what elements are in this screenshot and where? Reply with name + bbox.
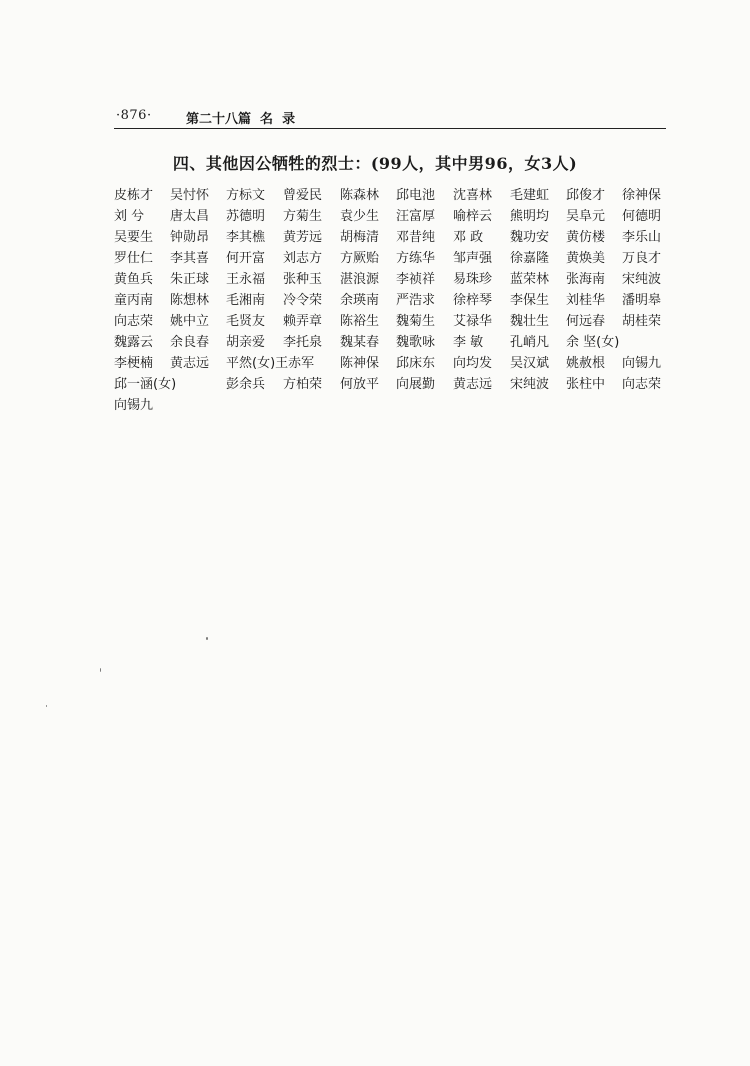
martyr-name: 黄焕美 (566, 251, 606, 266)
martyr-name: 平然(女)王赤军 (226, 356, 315, 371)
martyr-name: 李祯祥 (396, 272, 436, 287)
martyr-name: 魏菊生 (396, 314, 436, 329)
martyr-name: 方练华 (396, 251, 436, 266)
martyr-name: 余良春 (170, 335, 210, 350)
martyr-name: 罗仕仁 (114, 251, 154, 266)
martyr-name: 邱床东 (396, 356, 436, 371)
martyr-name: 向均发 (453, 356, 493, 371)
martyr-name: 严浩求 (396, 293, 436, 308)
martyr-name: 毛建虹 (510, 188, 550, 203)
martyr-name: 易珠珍 (453, 272, 493, 287)
martyr-name: 赖弄章 (283, 314, 323, 329)
martyr-name: 吴阜元 (566, 209, 606, 224)
martyr-name: 徐神保 (622, 188, 662, 203)
martyr-name: 黄芳远 (283, 230, 323, 245)
martyr-name: 蓝荣林 (510, 272, 550, 287)
martyr-name: 徐梓琴 (453, 293, 493, 308)
martyr-name: 李其喜 (170, 251, 210, 266)
martyr-name: 李 敏 (453, 335, 484, 350)
martyr-name: 湛浪源 (340, 272, 380, 287)
martyr-name: 魏歌咏 (396, 335, 436, 350)
name-row (114, 395, 674, 416)
martyr-name: 黄仿楼 (566, 230, 606, 245)
martyr-name: 魏壮生 (510, 314, 550, 329)
martyr-name: 毛湘南 (226, 293, 266, 308)
martyr-name: 吴汉斌 (510, 356, 550, 371)
martyr-name: 彭余兵 (226, 377, 266, 392)
martyr-name: 黄志远 (453, 377, 493, 392)
martyr-name: 潘明皋 (622, 293, 662, 308)
martyr-name: 何开富 (226, 251, 266, 266)
name-row (114, 248, 674, 269)
martyr-name: 陈森林 (340, 188, 380, 203)
martyr-name: 李保生 (510, 293, 550, 308)
martyr-name: 何德明 (622, 209, 662, 224)
martyr-name: 万良才 (622, 251, 662, 266)
martyr-name: 方厥贻 (340, 251, 380, 266)
name-row (114, 353, 674, 374)
martyr-name: 沈喜林 (453, 188, 493, 203)
name-row (114, 227, 674, 248)
martyr-name: 向锡九 (114, 398, 154, 413)
name-row (114, 206, 674, 227)
martyr-name: 李梗楠 (114, 356, 154, 371)
martyr-name: 黄志远 (170, 356, 210, 371)
martyr-name: 朱正球 (170, 272, 210, 287)
martyr-name: 余 坚(女) (566, 335, 620, 350)
running-title: 第二十八篇 名 录 (186, 112, 296, 127)
martyr-name: 邱一涵(女) (114, 377, 177, 392)
martyr-name: 向锡九 (622, 356, 662, 371)
martyr-name: 向展勤 (396, 377, 436, 392)
martyr-name: 余瑛南 (340, 293, 380, 308)
martyr-name: 冷令荣 (283, 293, 323, 308)
martyr-name: 张种玉 (283, 272, 323, 287)
martyr-name: 魏某春 (340, 335, 380, 350)
name-row (114, 374, 674, 395)
martyr-name: 艾禄华 (453, 314, 493, 329)
martyr-name: 何远春 (566, 314, 606, 329)
martyr-name: 陈裕生 (340, 314, 380, 329)
martyr-name: 向志荣 (114, 314, 154, 329)
martyr-name: 何放平 (340, 377, 380, 392)
martyr-name: 胡桂荣 (622, 314, 662, 329)
name-row (114, 269, 674, 290)
martyr-name: 皮栋才 (114, 188, 154, 203)
martyr-name: 邱电池 (396, 188, 436, 203)
scan-speck (206, 637, 208, 640)
martyr-name: 魏功安 (510, 230, 550, 245)
page-header (114, 104, 666, 128)
martyr-name: 张柱中 (566, 377, 606, 392)
martyr-name: 宋纯波 (510, 377, 550, 392)
martyr-name: 姚赦根 (566, 356, 606, 371)
martyr-name: 黄鱼兵 (114, 272, 154, 287)
martyr-name: 曾爱民 (283, 188, 323, 203)
martyr-name: 徐嘉隆 (510, 251, 550, 266)
martyr-name: 孔峭凡 (510, 335, 550, 350)
martyr-name: 刘 兮 (114, 209, 145, 224)
martyr-name: 宋纯波 (622, 272, 662, 287)
page-number: ·876· (116, 108, 152, 123)
martyr-name: 熊明均 (510, 209, 550, 224)
header-rule (114, 128, 666, 129)
name-row (114, 332, 674, 353)
martyr-name: 张海南 (566, 272, 606, 287)
martyr-name: 钟勋昂 (170, 230, 210, 245)
martyr-name: 胡亲爱 (226, 335, 266, 350)
martyr-name: 邓 政 (453, 230, 484, 245)
names-list (114, 185, 674, 416)
martyr-name: 刘桂华 (566, 293, 606, 308)
martyr-name: 毛贤友 (226, 314, 266, 329)
name-row (114, 290, 674, 311)
name-row (114, 185, 674, 206)
martyr-name: 童丙南 (114, 293, 154, 308)
scan-speck (46, 705, 47, 707)
martyr-name: 王永福 (226, 272, 266, 287)
martyr-name: 李托泉 (283, 335, 323, 350)
martyr-name: 胡梅清 (340, 230, 380, 245)
martyr-name: 喻梓云 (453, 209, 493, 224)
martyr-name: 陈想林 (170, 293, 210, 308)
martyr-name: 姚中立 (170, 314, 210, 329)
martyr-name: 邓昔纯 (396, 230, 436, 245)
martyr-name: 吴要生 (114, 230, 154, 245)
martyr-name: 邹声强 (453, 251, 493, 266)
martyr-name: 刘志方 (283, 251, 323, 266)
martyr-name: 魏露云 (114, 335, 154, 350)
martyr-name: 李乐山 (622, 230, 662, 245)
martyr-name: 袁少生 (340, 209, 380, 224)
section-title: 四、其他因公牺牲的烈士：(99人，其中男96，女3人) (172, 154, 578, 173)
name-row (114, 311, 674, 332)
martyr-name: 陈神保 (340, 356, 380, 371)
martyr-name: 苏德明 (226, 209, 266, 224)
martyr-name: 邱俊才 (566, 188, 606, 203)
scan-speck (100, 668, 101, 672)
martyr-name: 向志荣 (622, 377, 662, 392)
martyr-name: 方柏荣 (283, 377, 323, 392)
martyr-name: 李其樵 (226, 230, 266, 245)
martyr-name: 汪富厚 (396, 209, 436, 224)
martyr-name: 吴忖怀 (170, 188, 210, 203)
martyr-name: 唐太昌 (170, 209, 210, 224)
martyr-name: 方菊生 (283, 209, 323, 224)
martyr-name: 方标文 (226, 188, 266, 203)
